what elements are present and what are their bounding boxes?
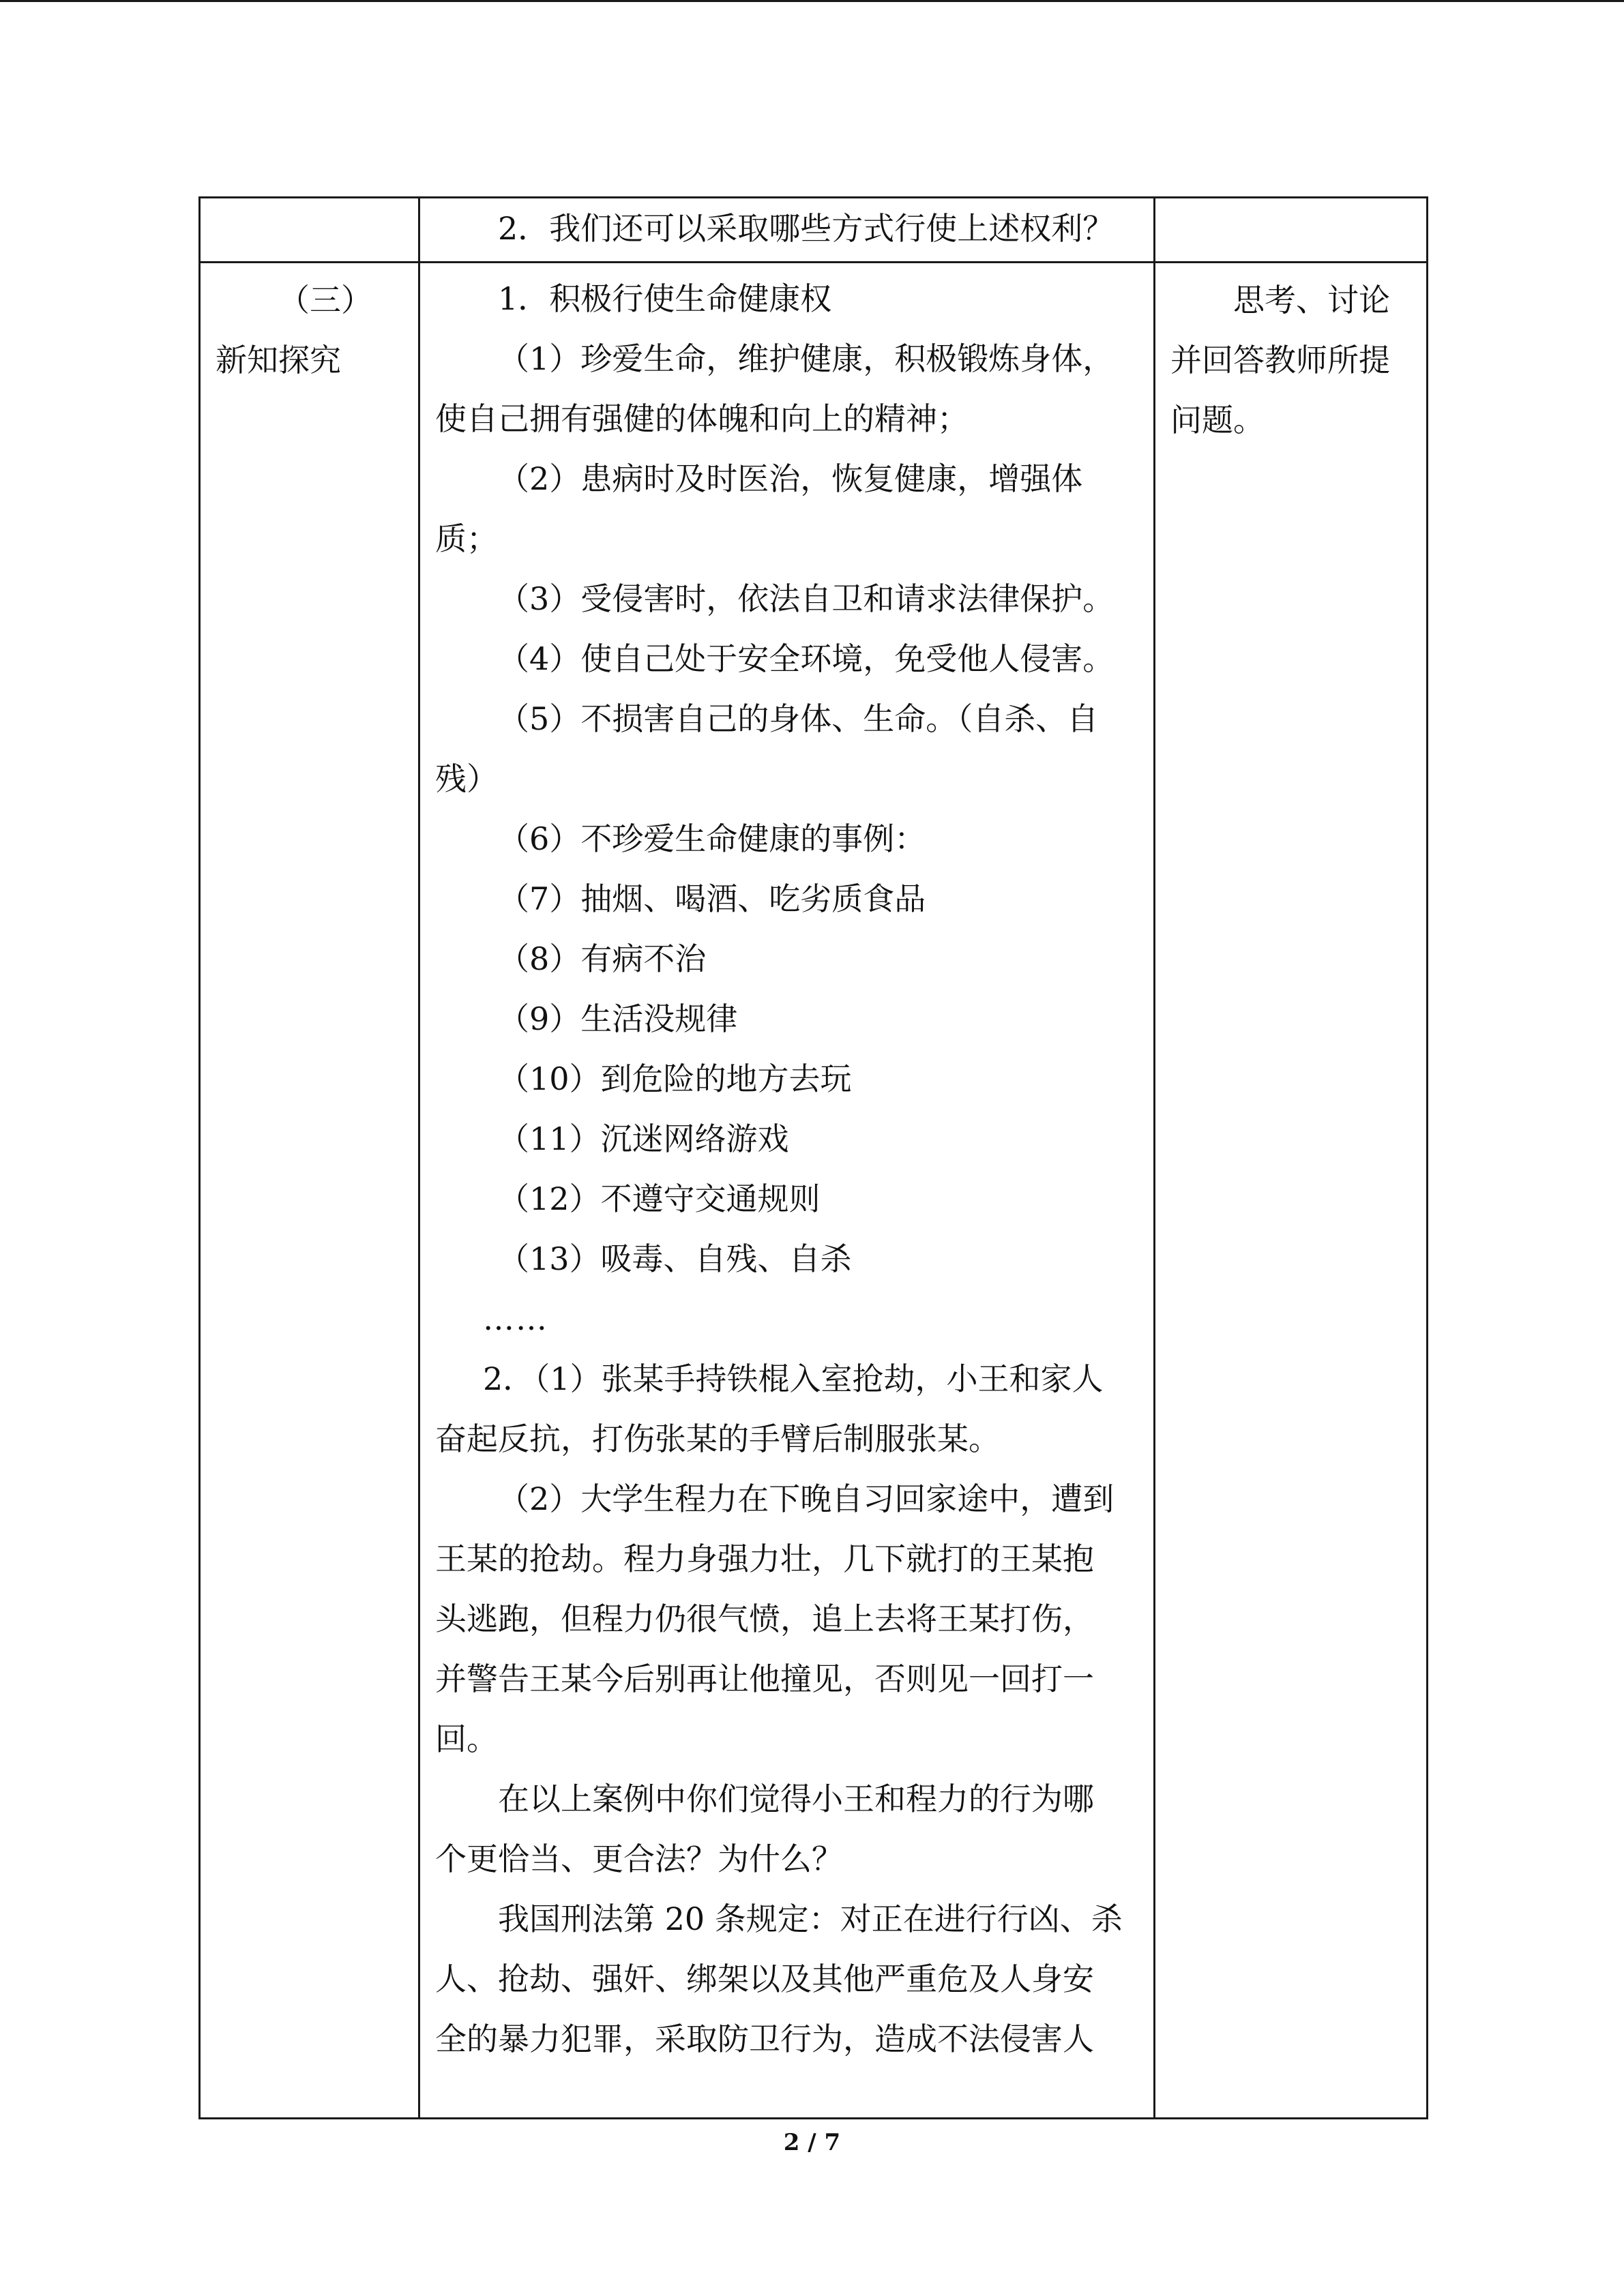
activity-line: 问题。 [1170, 402, 1265, 438]
content-line: （9）生活没规律 [498, 1000, 738, 1037]
content-line: 回。 [435, 1720, 498, 1757]
question-text: 2．我们还可以采取哪些方式行使上述权利？ [498, 210, 1114, 247]
content-line: （1）珍爱生命，维护健康，积极锻炼身体， [498, 340, 1114, 377]
content-line: （12）不遵守交通规则 [498, 1180, 821, 1217]
content-line: 在以上案例中你们觉得小王和程力的行为哪 [498, 1780, 1094, 1817]
content-line: （2）大学生程力在下晚自习回家途中，遭到 [498, 1480, 1114, 1517]
content-line: 使自己拥有强健的体魄和向上的精神； [435, 400, 969, 437]
activity-line: 思考、讨论 [1233, 282, 1390, 318]
content-line: （7）抽烟、喝酒、吃劣质食品 [498, 880, 926, 917]
content-line: …… [483, 1300, 548, 1337]
content-line: （2）患病时及时医治，恢复健康，增强体 [498, 460, 1083, 497]
activity-line: 并回答教师所提 [1170, 342, 1390, 378]
table-row [200, 263, 1428, 2119]
content-line: 头逃跑，但程力仍很气愤，追上去将王某打伤， [435, 1600, 1094, 1637]
content-cell [419, 263, 1155, 2119]
stage-cell [200, 198, 419, 263]
content-line: 并警告王某今后别再让他撞见，否则见一回打一 [435, 1660, 1094, 1697]
stage-name: 新知探究 [216, 342, 341, 378]
content-line: 残） [435, 760, 498, 797]
activity-cell [1155, 263, 1428, 2119]
content-line: （5）不损害自己的身体、生命。（自杀、自 [498, 700, 1099, 737]
content-line: 人、抢劫、强奸、绑架以及其他严重危及人身安 [435, 1960, 1094, 1997]
stage-number: （三） [278, 282, 372, 318]
content-line: （4）使自己处于安全环境，免受他人侵害。 [498, 640, 1114, 677]
table-row [200, 198, 1428, 263]
activity-cell [1155, 198, 1428, 263]
content-line: 个更恰当、更合法？为什么？ [435, 1840, 843, 1877]
content-line: 全的暴力犯罪，采取防卫行为，造成不法侵害人 [435, 2021, 1094, 2057]
content-line: 奋起反抗，打伤张某的手臂后制服张某。 [435, 1420, 1000, 1457]
content-line: （8）有病不治 [498, 940, 707, 977]
content-line: 1．积极行使生命健康权 [498, 280, 832, 317]
top-border-line [0, 0, 1624, 2]
content-line: 我国刑法第 20 条规定：对正在进行行凶、杀 [498, 1900, 1123, 1937]
content-line: 王某的抢劫。程力身强力壮，几下就打的王某抱 [435, 1540, 1094, 1577]
content-cell [419, 198, 1155, 263]
lesson-plan-table [198, 196, 1428, 2119]
content-line: （13）吸毒、自残、自杀 [498, 1240, 852, 1277]
stage-cell [200, 263, 419, 2119]
page-number: 2 / 7 [783, 2129, 841, 2156]
content-line: （6）不珍爱生命健康的事例： [498, 820, 926, 857]
content-line: （3）受侵害时，依法自卫和请求法律保护。 [498, 580, 1114, 617]
content-line: 2．（1）张某手持铁棍入室抢劫，小王和家人 [483, 1360, 1104, 1397]
content-line: （11）沉迷网络游戏 [498, 1120, 789, 1157]
content-line: （10）到危险的地方去玩 [498, 1060, 852, 1097]
content-line: 质； [435, 520, 498, 557]
